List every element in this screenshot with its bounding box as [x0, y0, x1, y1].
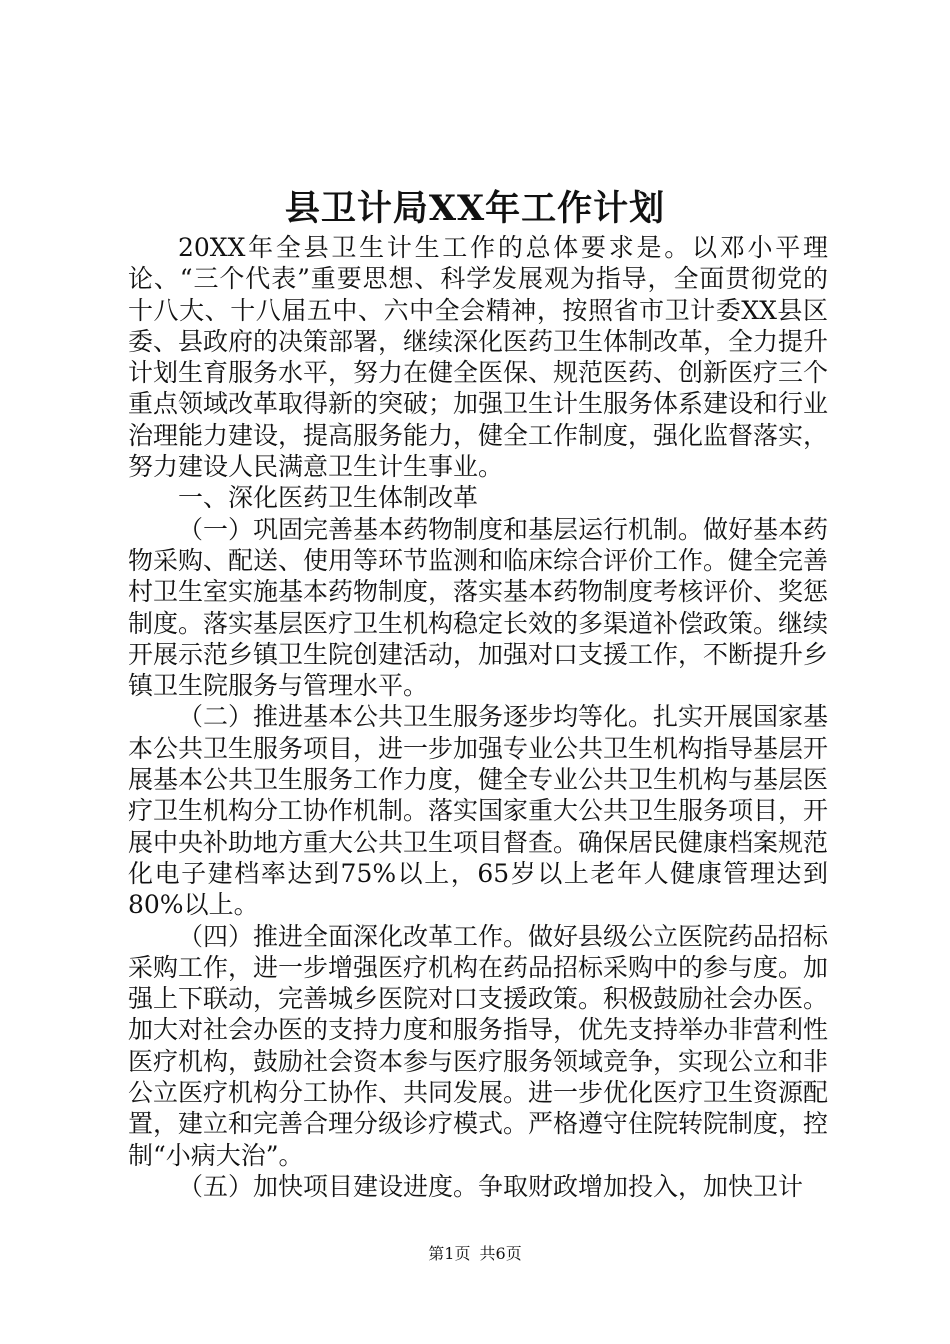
- page-footer: [0, 1242, 950, 1266]
- paragraph-item-5: （五）加快项目建设进度。争取财政增加投入，加快卫计: [178, 1171, 804, 1201]
- paragraph-intro: 20XX年全县卫生计生工作的总体要求是。以邓小平理论、“三个代表”重要思想、科学发展观为指导，全面贯彻党的十八大、十八届五中、六中全会精神，按照省市卫计委XX县区委、县政府的决策部署，继续深化医药卫生体制改革，全力提升计划生育服务水平，努力在健全医保、规范医药、创新医疗三个重点领域改革取得新的突破；加强卫生计生服务体系建设和行业治理能力建设，提高服务能力，健全工作制度，强化监督落实，努力建设人民满意卫生计生事业。: [128, 233, 829, 482]
- paragraph-item-2: （二）推进基本公共卫生服务逐步均等化。扎实开展国家基本公共卫生服务项目，进一步加强专业公共卫生机构指导基层开展基本公共卫生服务工作力度，健全专业公共卫生机构与基层医疗卫生机构分工协作机制。落实国家重大公共卫生服务项目，开展中央补助地方重大公共卫生项目督查。确保居民健康档案规范化电子建档率达到75%以上，65岁以上老年人健康管理达到80%以上。: [128, 702, 829, 920]
- paragraph-item-1: （一）巩固完善基本药物制度和基层运行机制。做好基本药物采购、配送、使用等环节监测和临床综合评价工作。健全完善村卫生室实施基本药物制度，落实基本药物制度考核评价、奖惩制度。落实基层医疗卫生机构稳定长效的多渠道补偿政策。继续开展示范乡镇卫生院创建活动，加强对口支援工作，不断提升乡镇卫生院服务与管理水平。: [128, 514, 829, 701]
- page-total: 共6页: [479, 1244, 522, 1263]
- document-title: 县卫计局XX年工作计划: [284, 188, 666, 229]
- section-heading-1: 一、深化医药卫生体制改革: [178, 483, 479, 513]
- paragraph-item-4: （四）推进全面深化改革工作。做好县级公立医院药品招标采购工作，进一步增强医疗机构在药品招标采购中的参与度。加强上下联动，完善城乡医院对口支援政策。积极鼓励社会办医。加大对社会办医的支持力度和服务指导，优先支持举办非营利性医疗机构，鼓励社会资本参与医疗服务领域竞争，实现公立和非公立医疗机构分工协作、共同发展。进一步优化医疗卫生资源配置，建立和完善合理分级诊疗模式。严格遵守住院转院制度，控制“小病大治”。: [128, 921, 829, 1170]
- page-number: 第1页: [428, 1244, 471, 1263]
- document-body: [128, 232, 828, 1202]
